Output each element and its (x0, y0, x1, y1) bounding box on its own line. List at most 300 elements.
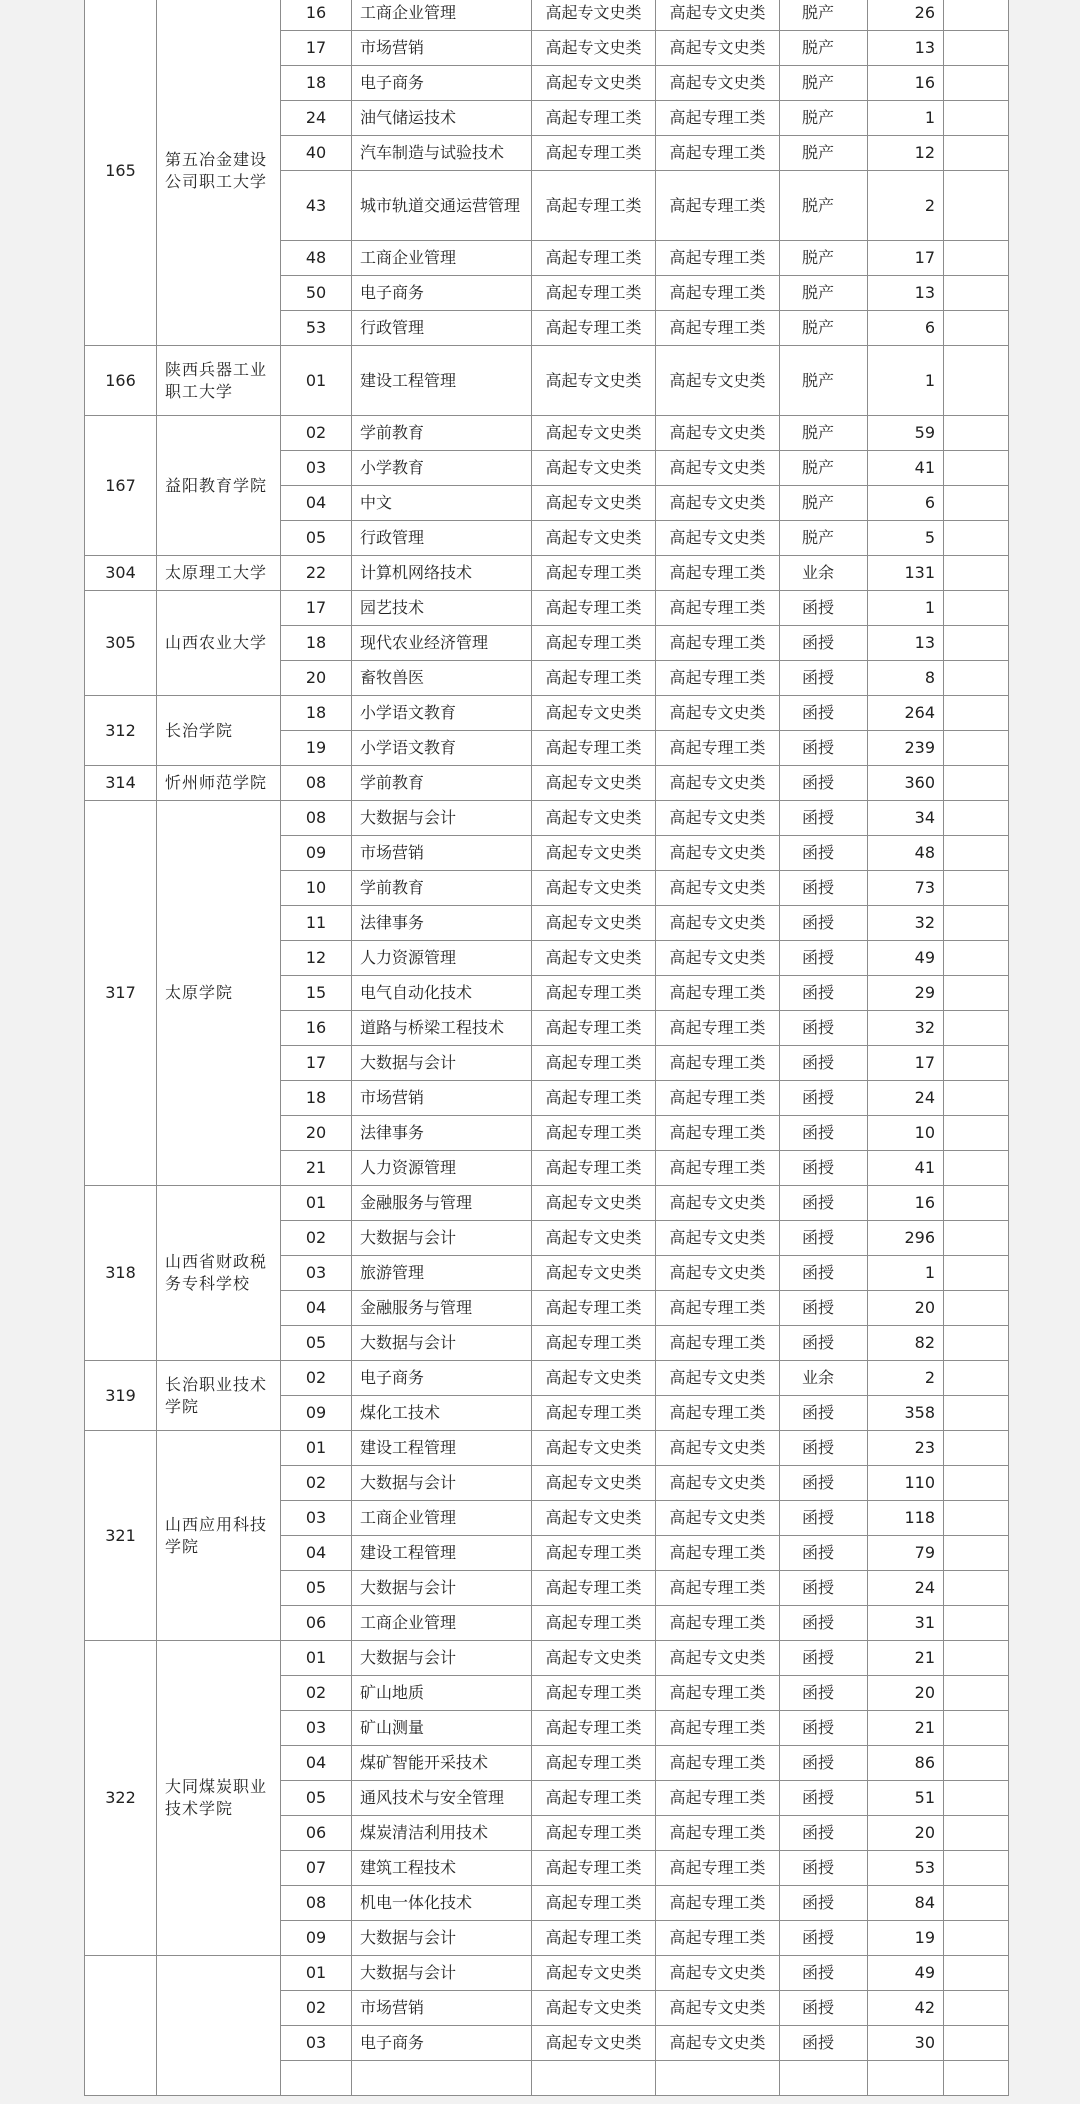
major-name-cell: 城市轨道交通运营管理 (352, 171, 532, 241)
major-code-cell: 01 (281, 1641, 352, 1676)
exam-category-cell: 高起专理工类 (656, 1536, 780, 1571)
plan-count-cell: 49 (868, 941, 944, 976)
remarks-cell (944, 1641, 1009, 1676)
major-name-cell: 电气自动化技术 (352, 976, 532, 1011)
remarks-cell (944, 1221, 1009, 1256)
exam-category-cell: 高起专文史类 (656, 31, 780, 66)
school-code-cell: 314 (85, 766, 157, 801)
exam-category-cell: 高起专理工类 (656, 1326, 780, 1361)
major-code-cell: 06 (281, 1816, 352, 1851)
plan-count-cell: 34 (868, 801, 944, 836)
remarks-cell (944, 626, 1009, 661)
exam-category-cell: 高起专理工类 (656, 1151, 780, 1186)
table-row (85, 1186, 1009, 1221)
remarks-cell (944, 556, 1009, 591)
remarks-cell (944, 101, 1009, 136)
study-mode-cell: 函授 (780, 1466, 868, 1501)
plan-count-cell: 6 (868, 311, 944, 346)
study-mode-cell: 函授 (780, 731, 868, 766)
major-name-cell: 金融服务与管理 (352, 1291, 532, 1326)
subject-category-cell: 高起专理工类 (532, 1606, 656, 1641)
study-mode-cell: 函授 (780, 1851, 868, 1886)
major-code-cell: 06 (281, 1606, 352, 1641)
major-name-cell: 大数据与会计 (352, 1571, 532, 1606)
major-code-cell: 01 (281, 1956, 352, 1991)
remarks-cell (944, 451, 1009, 486)
remarks-cell (944, 1781, 1009, 1816)
plan-count-cell: 13 (868, 276, 944, 311)
school-name-cell: 山西应用科技学院 (157, 1431, 281, 1641)
major-code-cell: 04 (281, 1536, 352, 1571)
major-code-cell: 09 (281, 836, 352, 871)
major-name-cell: 大数据与会计 (352, 1956, 532, 1991)
major-name-cell: 畜牧兽医 (352, 661, 532, 696)
major-name-cell: 建设工程管理 (352, 1536, 532, 1571)
remarks-cell (944, 276, 1009, 311)
major-name-cell: 计算机网络技术 (352, 556, 532, 591)
major-name-cell: 大数据与会计 (352, 1921, 532, 1956)
plan-count-cell: 16 (868, 66, 944, 101)
subject-category-cell: 高起专理工类 (532, 1711, 656, 1746)
table-row (85, 556, 1009, 591)
plan-count-cell: 8 (868, 661, 944, 696)
major-code-cell: 19 (281, 731, 352, 766)
subject-category-cell: 高起专文史类 (532, 696, 656, 731)
plan-count-cell: 2 (868, 1361, 944, 1396)
exam-category-cell: 高起专理工类 (656, 1291, 780, 1326)
remarks-cell (944, 2026, 1009, 2061)
exam-category-cell: 高起专理工类 (656, 1781, 780, 1816)
plan-count-cell: 49 (868, 1956, 944, 1991)
study-mode-cell: 脱产 (780, 416, 868, 451)
major-code-cell: 08 (281, 766, 352, 801)
major-name-cell: 工商企业管理 (352, 241, 532, 276)
plan-count-cell: 131 (868, 556, 944, 591)
subject-category-cell: 高起专文史类 (532, 906, 656, 941)
subject-category-cell: 高起专理工类 (532, 1151, 656, 1186)
subject-category-cell: 高起专理工类 (532, 1291, 656, 1326)
table-row (85, 1361, 1009, 1396)
study-mode-cell: 脱产 (780, 276, 868, 311)
major-name-cell: 行政管理 (352, 311, 532, 346)
exam-category-cell: 高起专文史类 (656, 1501, 780, 1536)
study-mode-cell: 函授 (780, 1816, 868, 1851)
plan-count-cell: 21 (868, 1641, 944, 1676)
major-name-cell: 市场营销 (352, 836, 532, 871)
major-name-cell: 汽车制造与试验技术 (352, 136, 532, 171)
major-code-cell: 50 (281, 276, 352, 311)
study-mode-cell: 函授 (780, 1431, 868, 1466)
exam-category-cell: 高起专文史类 (656, 906, 780, 941)
plan-count-cell: 79 (868, 1536, 944, 1571)
study-mode-cell: 函授 (780, 1676, 868, 1711)
table-row (85, 1641, 1009, 1676)
remarks-cell (944, 1011, 1009, 1046)
study-mode-cell: 函授 (780, 1221, 868, 1256)
remarks-cell (944, 1571, 1009, 1606)
plan-count-cell: 31 (868, 1606, 944, 1641)
major-name-cell: 电子商务 (352, 1361, 532, 1396)
exam-category-cell: 高起专理工类 (656, 1046, 780, 1081)
major-code-cell: 02 (281, 1676, 352, 1711)
subject-category-cell: 高起专理工类 (532, 171, 656, 241)
subject-category-cell: 高起专理工类 (532, 1011, 656, 1046)
major-name-cell: 旅游管理 (352, 1256, 532, 1291)
study-mode-cell (780, 2061, 868, 2096)
exam-category-cell: 高起专文史类 (656, 801, 780, 836)
study-mode-cell: 函授 (780, 1991, 868, 2026)
major-name-cell: 市场营销 (352, 1081, 532, 1116)
remarks-cell (944, 1956, 1009, 1991)
school-name-cell (157, 1956, 281, 2096)
major-code-cell: 03 (281, 1501, 352, 1536)
exam-category-cell: 高起专文史类 (656, 346, 780, 416)
subject-category-cell: 高起专文史类 (532, 521, 656, 556)
subject-category-cell: 高起专文史类 (532, 1466, 656, 1501)
major-name-cell: 小学语文教育 (352, 731, 532, 766)
major-name-cell: 大数据与会计 (352, 801, 532, 836)
remarks-cell (944, 1711, 1009, 1746)
study-mode-cell: 函授 (780, 801, 868, 836)
plan-count-cell: 20 (868, 1676, 944, 1711)
plan-count-cell: 19 (868, 1921, 944, 1956)
exam-category-cell: 高起专理工类 (656, 311, 780, 346)
subject-category-cell: 高起专文史类 (532, 801, 656, 836)
plan-count-cell: 86 (868, 1746, 944, 1781)
subject-category-cell: 高起专理工类 (532, 1921, 656, 1956)
major-code-cell: 03 (281, 451, 352, 486)
subject-category-cell: 高起专文史类 (532, 1641, 656, 1676)
plan-count-cell: 30 (868, 2026, 944, 2061)
remarks-cell (944, 241, 1009, 276)
subject-category-cell: 高起专理工类 (532, 1326, 656, 1361)
study-mode-cell: 脱产 (780, 136, 868, 171)
plan-count-cell: 20 (868, 1816, 944, 1851)
remarks-cell (944, 1081, 1009, 1116)
major-code-cell: 03 (281, 2026, 352, 2061)
subject-category-cell: 高起专文史类 (532, 451, 656, 486)
table-row (85, 1956, 1009, 1991)
major-name-cell: 机电一体化技术 (352, 1886, 532, 1921)
subject-category-cell: 高起专理工类 (532, 591, 656, 626)
table-row (85, 766, 1009, 801)
major-code-cell: 01 (281, 1431, 352, 1466)
exam-category-cell: 高起专理工类 (656, 976, 780, 1011)
school-code-cell: 167 (85, 416, 157, 556)
study-mode-cell: 函授 (780, 696, 868, 731)
major-code-cell: 10 (281, 871, 352, 906)
table-row (85, 696, 1009, 731)
exam-category-cell: 高起专理工类 (656, 1816, 780, 1851)
exam-category-cell: 高起专文史类 (656, 1641, 780, 1676)
remarks-cell (944, 1326, 1009, 1361)
study-mode-cell: 函授 (780, 1746, 868, 1781)
plan-count-cell: 2 (868, 171, 944, 241)
plan-count-cell: 24 (868, 1081, 944, 1116)
exam-category-cell: 高起专理工类 (656, 276, 780, 311)
remarks-cell (944, 1676, 1009, 1711)
remarks-cell (944, 801, 1009, 836)
exam-category-cell: 高起专文史类 (656, 486, 780, 521)
study-mode-cell: 函授 (780, 1011, 868, 1046)
plan-count-cell: 73 (868, 871, 944, 906)
remarks-cell (944, 766, 1009, 801)
major-name-cell: 煤矿智能开采技术 (352, 1746, 532, 1781)
remarks-cell (944, 906, 1009, 941)
subject-category-cell: 高起专文史类 (532, 941, 656, 976)
study-mode-cell: 函授 (780, 1326, 868, 1361)
school-code-cell: 165 (85, 0, 157, 346)
exam-category-cell: 高起专文史类 (656, 2026, 780, 2061)
subject-category-cell: 高起专文史类 (532, 1186, 656, 1221)
subject-category-cell: 高起专理工类 (532, 311, 656, 346)
study-mode-cell: 函授 (780, 871, 868, 906)
major-name-cell: 建筑工程技术 (352, 1851, 532, 1886)
subject-category-cell: 高起专理工类 (532, 1886, 656, 1921)
school-name-cell: 第五冶金建设公司职工大学 (157, 0, 281, 346)
school-name-cell: 陕西兵器工业职工大学 (157, 346, 281, 416)
exam-category-cell: 高起专理工类 (656, 1116, 780, 1151)
major-code-cell: 20 (281, 661, 352, 696)
major-code-cell: 22 (281, 556, 352, 591)
remarks-cell (944, 941, 1009, 976)
study-mode-cell: 函授 (780, 626, 868, 661)
plan-count-cell: 239 (868, 731, 944, 766)
exam-category-cell: 高起专文史类 (656, 836, 780, 871)
remarks-cell (944, 1746, 1009, 1781)
plan-count-cell: 41 (868, 1151, 944, 1186)
plan-count-cell: 358 (868, 1396, 944, 1431)
study-mode-cell: 函授 (780, 1256, 868, 1291)
plan-count-cell: 110 (868, 1466, 944, 1501)
plan-count-cell: 17 (868, 241, 944, 276)
major-name-cell: 行政管理 (352, 521, 532, 556)
major-code-cell: 21 (281, 1151, 352, 1186)
exam-category-cell: 高起专理工类 (656, 591, 780, 626)
plan-count-cell: 26 (868, 0, 944, 31)
study-mode-cell: 函授 (780, 1116, 868, 1151)
school-name-cell: 益阳教育学院 (157, 416, 281, 556)
major-code-cell: 12 (281, 941, 352, 976)
subject-category-cell: 高起专文史类 (532, 1431, 656, 1466)
major-code-cell: 04 (281, 486, 352, 521)
subject-category-cell: 高起专文史类 (532, 836, 656, 871)
remarks-cell (944, 1256, 1009, 1291)
major-code-cell: 53 (281, 311, 352, 346)
school-code-cell: 318 (85, 1186, 157, 1361)
subject-category-cell: 高起专理工类 (532, 661, 656, 696)
remarks-cell (944, 696, 1009, 731)
major-name-cell: 金融服务与管理 (352, 1186, 532, 1221)
exam-category-cell: 高起专文史类 (656, 1221, 780, 1256)
major-code-cell: 03 (281, 1256, 352, 1291)
remarks-cell (944, 346, 1009, 416)
major-name-cell: 市场营销 (352, 31, 532, 66)
major-code-cell: 08 (281, 801, 352, 836)
remarks-cell (944, 311, 1009, 346)
remarks-cell (944, 1501, 1009, 1536)
exam-category-cell: 高起专文史类 (656, 451, 780, 486)
exam-category-cell: 高起专理工类 (656, 1921, 780, 1956)
major-name-cell: 小学语文教育 (352, 696, 532, 731)
study-mode-cell: 脱产 (780, 66, 868, 101)
subject-category-cell: 高起专理工类 (532, 626, 656, 661)
study-mode-cell: 业余 (780, 1361, 868, 1396)
remarks-cell (944, 486, 1009, 521)
major-name-cell: 通风技术与安全管理 (352, 1781, 532, 1816)
plan-count-cell: 5 (868, 521, 944, 556)
major-name-cell: 法律事务 (352, 906, 532, 941)
remarks-cell (944, 1291, 1009, 1326)
exam-category-cell: 高起专理工类 (656, 101, 780, 136)
major-name-cell: 工商企业管理 (352, 1501, 532, 1536)
plan-count-cell: 1 (868, 346, 944, 416)
remarks-cell (944, 836, 1009, 871)
remarks-cell (944, 416, 1009, 451)
exam-category-cell: 高起专理工类 (656, 731, 780, 766)
major-code-cell: 02 (281, 1221, 352, 1256)
plan-count-cell: 59 (868, 416, 944, 451)
remarks-cell (944, 1396, 1009, 1431)
exam-category-cell: 高起专文史类 (656, 66, 780, 101)
major-name-cell: 大数据与会计 (352, 1046, 532, 1081)
study-mode-cell: 函授 (780, 1396, 868, 1431)
major-code-cell: 17 (281, 591, 352, 626)
plan-count-cell: 84 (868, 1886, 944, 1921)
study-mode-cell: 函授 (780, 1571, 868, 1606)
exam-category-cell: 高起专理工类 (656, 626, 780, 661)
remarks-cell (944, 976, 1009, 1011)
major-name-cell: 煤化工技术 (352, 1396, 532, 1431)
school-code-cell: 166 (85, 346, 157, 416)
school-code-cell: 317 (85, 801, 157, 1186)
subject-category-cell: 高起专文史类 (532, 66, 656, 101)
table-body (85, 0, 1009, 2096)
exam-category-cell: 高起专理工类 (656, 1851, 780, 1886)
study-mode-cell: 函授 (780, 1711, 868, 1746)
study-mode-cell: 函授 (780, 941, 868, 976)
table-row (85, 591, 1009, 626)
major-name-cell: 园艺技术 (352, 591, 532, 626)
study-mode-cell: 函授 (780, 1606, 868, 1641)
plan-count-cell: 13 (868, 626, 944, 661)
subject-category-cell: 高起专理工类 (532, 101, 656, 136)
subject-category-cell: 高起专文史类 (532, 416, 656, 451)
table-row (85, 416, 1009, 451)
school-code-cell: 322 (85, 1641, 157, 1956)
study-mode-cell: 函授 (780, 1886, 868, 1921)
study-mode-cell: 函授 (780, 1291, 868, 1326)
subject-category-cell: 高起专文史类 (532, 0, 656, 31)
study-mode-cell: 脱产 (780, 31, 868, 66)
exam-category-cell: 高起专理工类 (656, 1676, 780, 1711)
school-code-cell (85, 1956, 157, 2096)
major-code-cell: 04 (281, 1746, 352, 1781)
plan-count-cell: 21 (868, 1711, 944, 1746)
major-name-cell: 电子商务 (352, 276, 532, 311)
study-mode-cell: 脱产 (780, 346, 868, 416)
plan-count-cell: 82 (868, 1326, 944, 1361)
major-name-cell: 学前教育 (352, 416, 532, 451)
study-mode-cell: 函授 (780, 1081, 868, 1116)
exam-category-cell: 高起专文史类 (656, 1256, 780, 1291)
plan-count-cell: 41 (868, 451, 944, 486)
subject-category-cell: 高起专理工类 (532, 276, 656, 311)
study-mode-cell: 脱产 (780, 0, 868, 31)
subject-category-cell: 高起专理工类 (532, 1781, 656, 1816)
study-mode-cell: 脱产 (780, 171, 868, 241)
major-code-cell: 05 (281, 1571, 352, 1606)
remarks-cell (944, 1536, 1009, 1571)
plan-count-cell: 48 (868, 836, 944, 871)
subject-category-cell: 高起专文史类 (532, 1501, 656, 1536)
exam-category-cell: 高起专理工类 (656, 1081, 780, 1116)
subject-category-cell: 高起专理工类 (532, 1046, 656, 1081)
major-name-cell: 矿山地质 (352, 1676, 532, 1711)
major-code-cell: 01 (281, 1186, 352, 1221)
plan-count-cell: 29 (868, 976, 944, 1011)
table-row (85, 801, 1009, 836)
school-code-cell: 321 (85, 1431, 157, 1641)
remarks-cell (944, 1361, 1009, 1396)
major-code-cell: 16 (281, 0, 352, 31)
subject-category-cell: 高起专理工类 (532, 1816, 656, 1851)
plan-count-cell: 12 (868, 136, 944, 171)
subject-category-cell: 高起专理工类 (532, 1116, 656, 1151)
subject-category-cell: 高起专文史类 (532, 1221, 656, 1256)
exam-category-cell (656, 2061, 780, 2096)
plan-count-cell (868, 2061, 944, 2096)
study-mode-cell: 函授 (780, 1536, 868, 1571)
major-code-cell: 09 (281, 1921, 352, 1956)
exam-category-cell: 高起专理工类 (656, 1396, 780, 1431)
exam-category-cell: 高起专文史类 (656, 696, 780, 731)
study-mode-cell: 函授 (780, 1186, 868, 1221)
subject-category-cell: 高起专文史类 (532, 766, 656, 801)
exam-category-cell: 高起专文史类 (656, 521, 780, 556)
major-name-cell: 工商企业管理 (352, 0, 532, 31)
major-name-cell: 现代农业经济管理 (352, 626, 532, 661)
subject-category-cell: 高起专理工类 (532, 1396, 656, 1431)
major-name-cell: 矿山测量 (352, 1711, 532, 1746)
remarks-cell (944, 1851, 1009, 1886)
major-name-cell: 中文 (352, 486, 532, 521)
plan-count-cell: 118 (868, 1501, 944, 1536)
plan-count-cell: 51 (868, 1781, 944, 1816)
remarks-cell (944, 136, 1009, 171)
major-name-cell: 小学教育 (352, 451, 532, 486)
school-name-cell: 长治学院 (157, 696, 281, 766)
major-code-cell (281, 2061, 352, 2096)
study-mode-cell: 脱产 (780, 486, 868, 521)
exam-category-cell: 高起专理工类 (656, 136, 780, 171)
school-name-cell: 山西农业大学 (157, 591, 281, 696)
major-code-cell: 20 (281, 1116, 352, 1151)
major-code-cell: 07 (281, 1851, 352, 1886)
study-mode-cell: 脱产 (780, 311, 868, 346)
major-name-cell: 学前教育 (352, 766, 532, 801)
school-name-cell: 大同煤炭职业技术学院 (157, 1641, 281, 1956)
major-code-cell: 18 (281, 1081, 352, 1116)
subject-category-cell: 高起专文史类 (532, 1256, 656, 1291)
plan-count-cell: 13 (868, 31, 944, 66)
major-code-cell: 11 (281, 906, 352, 941)
plan-count-cell: 42 (868, 1991, 944, 2026)
subject-category-cell: 高起专文史类 (532, 871, 656, 906)
remarks-cell (944, 661, 1009, 696)
exam-category-cell: 高起专文史类 (656, 1991, 780, 2026)
major-code-cell: 02 (281, 1466, 352, 1501)
